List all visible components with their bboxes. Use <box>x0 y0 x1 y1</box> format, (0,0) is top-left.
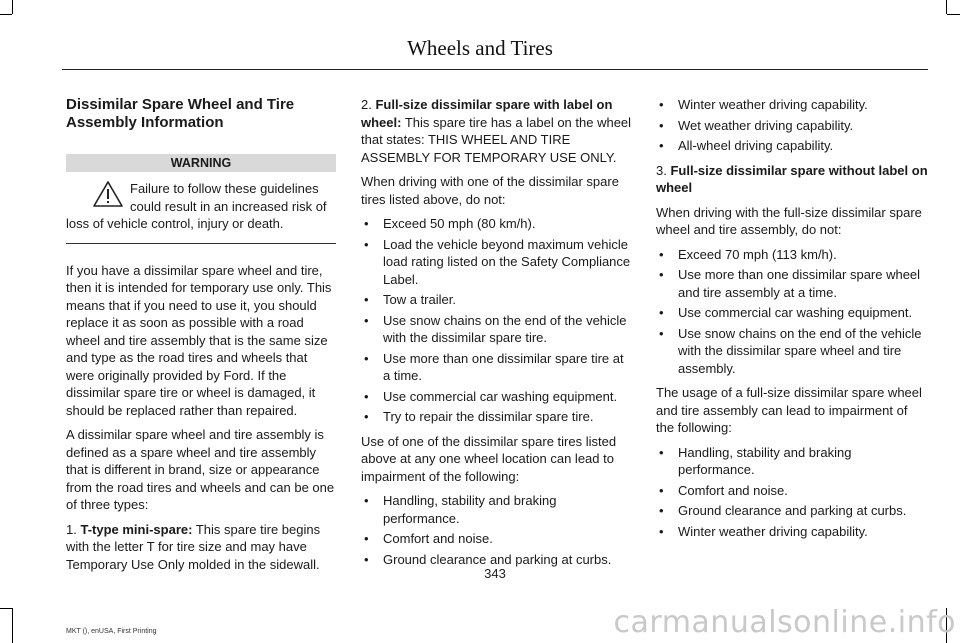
crop-mark <box>946 0 947 14</box>
list-item <box>656 444 928 479</box>
list-item <box>361 291 633 309</box>
right-column <box>656 96 928 547</box>
paragraph: Use of one of the dissimilar spare tires listed above at any one wheel location can lead to impairment of the following: <box>361 433 617 484</box>
list-item <box>656 246 928 264</box>
list-item <box>656 304 928 322</box>
watermark: carmanualsonline.info <box>613 605 956 640</box>
do-not-list <box>656 246 928 378</box>
list-item-text: • All-wheel driving capability. <box>678 138 834 153</box>
list-item-text: • Use commercial car washing equipment. <box>678 305 913 320</box>
type-number: 2. <box>361 97 372 112</box>
list-item <box>361 408 633 426</box>
crop-mark <box>947 14 960 15</box>
paragraph: When driving with one of the dissimilar spare tires listed above, do not: <box>361 174 619 207</box>
header-rule <box>62 69 928 70</box>
list-item-text: • Winter weather driving capability. <box>678 97 868 112</box>
type-label: T-type mini-spare: <box>80 521 193 537</box>
list-item-text: • Wet weather driving capability. <box>678 117 854 133</box>
list-item <box>656 117 928 135</box>
list-item <box>361 530 633 548</box>
list-item-text: • Comfort and noise. <box>383 531 493 546</box>
warning-block <box>66 180 336 233</box>
left-column <box>66 96 336 580</box>
list-item <box>656 502 928 520</box>
type-number: 3. <box>656 162 667 178</box>
impairment-list-continued <box>656 96 928 155</box>
crop-mark <box>0 608 12 609</box>
list-item <box>656 96 928 114</box>
list-item <box>361 388 633 406</box>
type-item <box>656 162 928 197</box>
list-item-text: • Load the vehicle beyond maximum vehicle load rating listed on the Safety Compliance Label. <box>383 236 631 287</box>
list-item-text: • Exceed 70 mph (113 km/h). <box>678 246 837 262</box>
list-item-text: • Winter weather driving capability. <box>678 523 868 539</box>
list-item-text: • Ground clearance and parking at curbs. <box>678 503 907 518</box>
list-item <box>656 523 928 541</box>
list-item <box>656 325 928 378</box>
list-item <box>361 312 633 347</box>
list-item-text: • Tow a trailer. <box>383 292 456 307</box>
page-header-title: Wheels and Tires <box>407 36 553 60</box>
list-item-text: • Use commercial car washing equipment. <box>383 388 618 404</box>
paragraph: A dissimilar spare wheel and tire assembly is defined as a spare wheel and tire assembly that is different in brand, size or appearance from the road tires and wheels and can be one of three types: <box>66 427 335 512</box>
paragraph: The usage of a full-size dissimilar spare wheel and tire assembly can lead to impairment of the following: <box>656 385 922 435</box>
paragraph: If you have a dissimilar spare wheel and tire, then it is intended for temporary use only. This means that if you need to use it, you should replace it as soon as possible with a road wheel and tire assembly that is the same size and type as the road tires and wheels that were originally provided by Ford. If the dissimilar spare tire or wheel is damaged, it should be replaced rather than repaired. <box>66 262 332 418</box>
crop-mark <box>0 14 12 15</box>
list-item <box>656 266 928 301</box>
list-item-text: • Try to repair the dissimilar spare tire. <box>383 409 594 424</box>
type-label: Full-size dissimilar spare without label on wheel <box>656 162 928 195</box>
warning-text: Failure to follow these guidelines could result in an increased risk of loss of vehicle control, injury or death. <box>66 181 327 231</box>
list-item <box>656 137 928 155</box>
paragraph: When driving with the full-size dissimilar spare wheel and tire assembly, do not: <box>656 204 922 237</box>
middle-column <box>361 96 633 575</box>
list-item <box>361 492 633 527</box>
impairment-list <box>361 492 633 568</box>
list-item-text: • Use more than one dissimilar spare tire at a time. <box>383 350 624 383</box>
list-item <box>656 482 928 500</box>
type-text: This spare tire has a label on the wheel that states: THIS WHEEL AND TIRE ASSEMBLY FOR TEMPORARY USE ONLY. <box>361 114 632 165</box>
list-item <box>361 215 633 233</box>
impairment-list <box>656 444 928 541</box>
print-footer: MKT (), enUSA, First Printing <box>66 628 157 635</box>
list-item-text: • Handling, stability and braking performance. <box>678 444 852 477</box>
type-label: Full-size dissimilar spare with label on wheel: <box>361 97 613 130</box>
type-number: 1. <box>66 521 77 537</box>
list-item <box>361 350 633 385</box>
list-item-text: • Use snow chains on the end of the vehicle with the dissimilar spare wheel and tire assembly. <box>678 325 922 376</box>
list-item-text: • Ground clearance and parking at curbs. <box>383 551 612 567</box>
list-item-text: • Use snow chains on the end of the vehicle with the dissimilar spare tire. <box>383 312 627 345</box>
crop-mark <box>12 0 13 14</box>
crop-mark <box>12 608 13 643</box>
warning-label: WARNING <box>66 154 336 172</box>
list-item-text: • Exceed 50 mph (80 km/h). <box>383 216 536 231</box>
section-heading: Dissimilar Spare Wheel and Tire Assembly Information <box>66 96 295 131</box>
list-item-text: • Use more than one dissimilar spare wheel and tire assembly at a time. <box>678 267 921 300</box>
type-item <box>361 96 633 166</box>
list-item-text: • Comfort and noise. <box>678 482 788 498</box>
list-item-text: • Handling, stability and braking performance. <box>383 493 557 526</box>
warning-rule <box>66 243 336 244</box>
do-not-list <box>361 215 633 426</box>
list-item <box>361 236 633 289</box>
type-text: This spare tire begins with the letter T for tire size and may have Temporary Use Only molded in the sidewall. <box>66 521 321 572</box>
page-number: 343 <box>484 566 506 581</box>
warning-triangle-icon <box>92 180 124 208</box>
